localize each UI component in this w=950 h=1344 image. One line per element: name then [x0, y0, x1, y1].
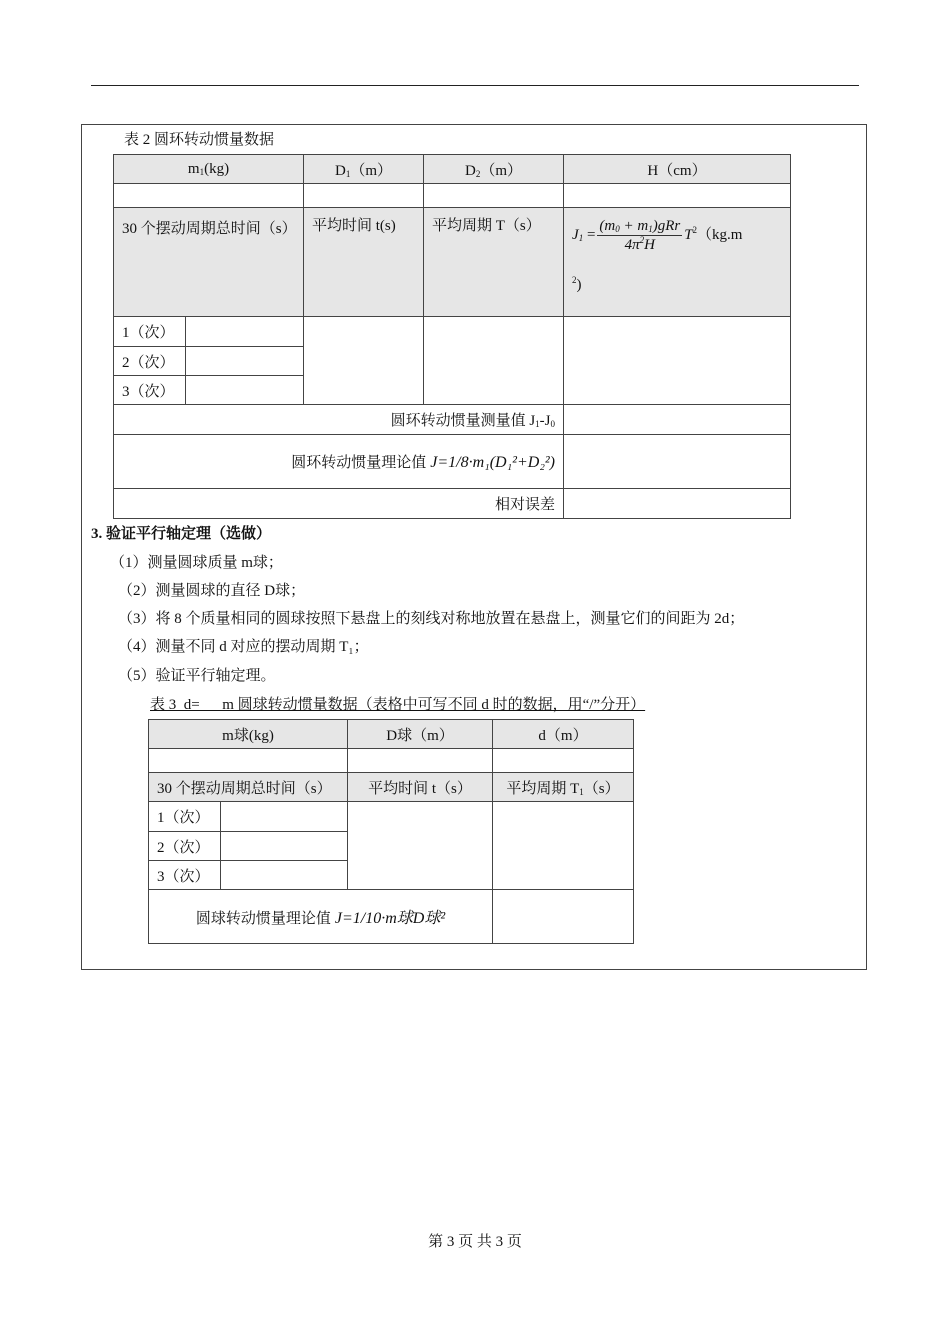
section3-title: 3. 验证平行轴定理（选做）: [91, 526, 272, 542]
d2-value-cell[interactable]: [424, 184, 564, 208]
avg-time-cell[interactable]: [348, 802, 493, 890]
table2: [113, 154, 791, 519]
measured-value-label: 圆环转动惯量测量值 $J_1-J_0$: [114, 405, 564, 435]
header-d-ball: D球（m）: [348, 720, 493, 749]
avg-time-header: 平均时间 t(s): [304, 208, 424, 317]
trial-label: 1（次）: [149, 802, 221, 832]
step-4: （4）测量不同 d 对应的摆动周期 T₁；: [118, 639, 369, 655]
m1-value-cell[interactable]: [114, 184, 304, 208]
trial-value-cell[interactable]: [221, 861, 348, 890]
page-footer: 第 3 页 共 3 页: [428, 1234, 522, 1250]
avg-period-cell[interactable]: [493, 802, 634, 890]
d-ball-value-cell[interactable]: [348, 749, 493, 773]
trial-value-cell[interactable]: [186, 347, 304, 376]
trial-label: 2（次）: [149, 832, 221, 861]
avg-period-header: 平均周期 T（s）: [424, 208, 564, 317]
trial-label: 3（次）: [149, 861, 221, 890]
table3-caption: 表 3 d= m 圆球转动惯量数据（表格中可写不同 d 时的数据，用“/”分开）: [150, 697, 646, 713]
theory-formula: J=1/8·m₁(D₁²+D₂²): [430, 454, 556, 471]
h-value-cell[interactable]: [564, 184, 791, 208]
step-5: （5）验证平行轴定理。: [118, 668, 276, 684]
trial-value-cell[interactable]: [186, 317, 304, 347]
avg-time-cell[interactable]: [304, 317, 424, 405]
d-value-cell[interactable]: [493, 749, 634, 773]
trial-value-cell[interactable]: [221, 832, 348, 861]
relative-error-cell[interactable]: [564, 489, 791, 519]
table3: [148, 719, 634, 944]
table2-caption: 表 2 圆环转动惯量数据: [124, 132, 275, 148]
trial-value-cell[interactable]: [186, 376, 304, 405]
theory-value-label: [114, 435, 564, 489]
header-m1: $m_1(kg)$: [114, 155, 304, 184]
step-3: （3）将 8 个质量相同的圆球按照下悬盘上的刻线对称地放置在悬盘上，测量它们的间距为 2d；: [118, 611, 745, 627]
avg-time-header: 平均时间 t（s）: [348, 773, 493, 802]
step-1: （1）测量圆球质量 m球；: [110, 555, 283, 571]
total-time-header: 30 个摆动周期总时间（s）: [149, 773, 348, 802]
avg-period-header: 平均周期 $T_1(s)$: [493, 773, 634, 802]
d1-value-cell[interactable]: [304, 184, 424, 208]
step-2: （2）测量圆球的直径 D球；: [118, 583, 306, 599]
header-h: H（cm）: [564, 155, 791, 184]
trial-label: 1（次）: [114, 317, 186, 347]
trial-label: 3（次）: [114, 376, 186, 405]
j1-cell[interactable]: [564, 317, 791, 405]
ball-theory-value-cell[interactable]: [493, 890, 634, 944]
avg-period-cell[interactable]: [424, 317, 564, 405]
ball-theory-formula: J=1/10·m球D球²: [334, 910, 446, 927]
header-m-ball: m球(kg): [149, 720, 348, 749]
ball-theory-label-text: 圆球转动惯量理论值: [195, 911, 331, 927]
header-d1: $D_1(m)$: [304, 155, 424, 184]
j1-formula-header: $J_1$ = $\frac{(m_0 + m_1)gRr}{4\pi^2H}$ $T^2(kg.m$ $^2$): [564, 208, 791, 317]
total-time-header: 30 个摆动周期总时间（s）: [114, 208, 304, 317]
ball-theory-label: [149, 890, 493, 944]
m-ball-value-cell[interactable]: [149, 749, 348, 773]
header-d: d（m）: [493, 720, 634, 749]
measured-value-cell[interactable]: [564, 405, 791, 435]
theory-label-text: 圆环转动惯量理论值: [291, 455, 427, 471]
header-rule: [91, 85, 859, 86]
relative-error-label: 相对误差: [114, 489, 564, 519]
theory-value-cell[interactable]: [564, 435, 791, 489]
trial-value-cell[interactable]: [221, 802, 348, 832]
header-d2: $D_2(m)$: [424, 155, 564, 184]
trial-label: 2（次）: [114, 347, 186, 376]
